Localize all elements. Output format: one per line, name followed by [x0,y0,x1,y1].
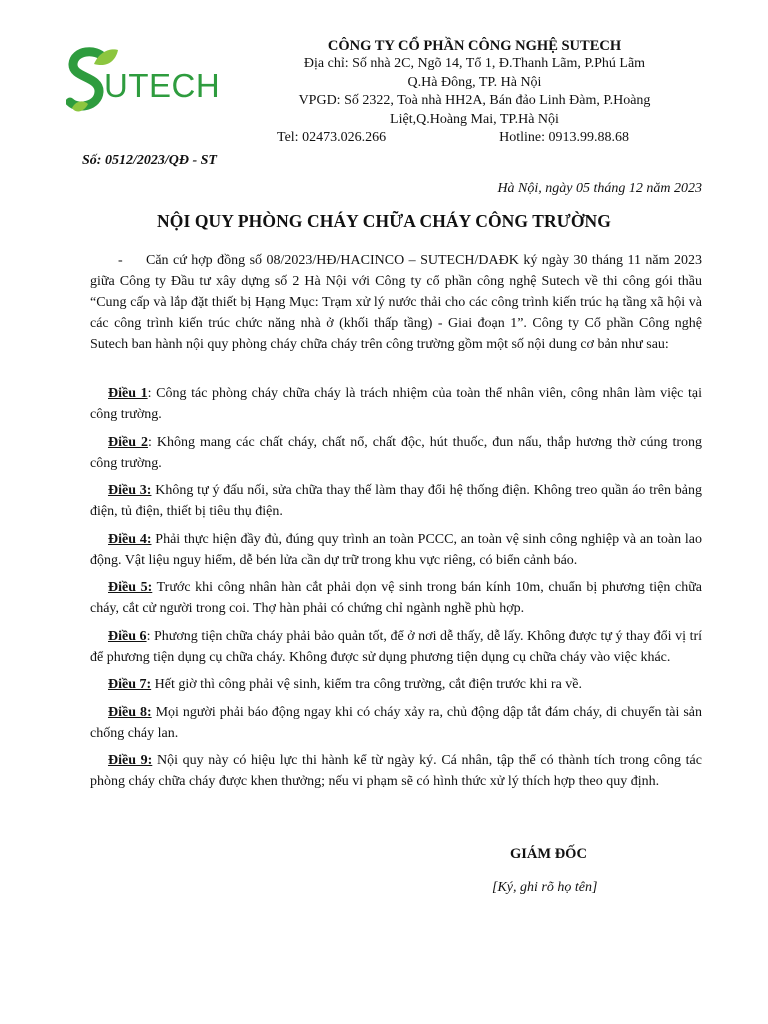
article-label: Điều 5: [108,580,153,595]
company-header [277,37,672,147]
intro-paragraph [90,250,702,355]
article-5 [90,577,702,619]
article-3 [90,480,702,522]
contact-row [277,129,629,147]
article-text: Phương tiện chữa cháy phải bảo quản tốt, để ở nơi dễ thấy, dễ lấy. Không được tự ý thay đổi vị trí để phương tiện dụng cụ chữa cháy. Không được sử dụng phương tiện dụng cụ chữa cháy vào việc khác. [90,628,703,665]
article-label: Điều 4: [108,531,152,547]
signature-title: GIÁM ĐỐC [510,846,587,862]
article-label: Điều 6 [108,628,147,644]
intro-dash: - [118,253,123,268]
article-sep: : [147,386,152,401]
logo-wordmark: UTECH [104,67,221,104]
article-label: Điều 1 [108,386,148,401]
article-1 [90,383,702,425]
article-text: Trước khi công nhân hàn cắt phải dọn vệ sinh trong bán kính 10m, chuẩn bị phương tiện chữa cháy, cắt cử người trong coi. Thợ hàn phải có chứng chỉ ngành nghề phù hợp. [90,580,702,616]
address-line-2: Q.Hà Đông, TP. Hà Nội [407,74,542,90]
article-sep: : [147,434,152,450]
document-date: Hà Nội, ngày 05 tháng 12 năm 2023 [497,181,702,196]
article-sep: : [146,628,151,644]
article-text: Phải thực hiện đầy đủ, đúng quy trình an toàn PCCC, an toàn vệ sinh công nghiệp và an toàn lao động. Vật liệu nguy hiểm, dễ bén lửa cần dự trữ trong khu vực riêng, có biển cảnh báo. [90,531,702,568]
article-text: Nội quy này có hiệu lực thi hành kể từ ngày ký. Cá nhân, tập thể có thành tích trong công tác phòng cháy chữa cháy được khen thưởng; nếu vi phạm sẽ có hình thức xử lý thích hợp theo quy định. [90,753,702,789]
article-2 [90,432,702,474]
article-label: Điều 3: [108,483,152,498]
article-text: Hết giờ thì công phải vệ sinh, kiểm tra công trường, cắt điện trước khi ra về. [151,677,582,692]
article-list [90,383,702,799]
document-title: NỘI QUY PHÒNG CHÁY CHỮA CHÁY CÔNG TRƯỜNG [157,211,611,231]
office-line-2: Liệt,Q.Hoàng Mai, TP.Hà Nội [390,111,559,127]
article-label: Điều 9: [108,753,153,768]
tel: Tel: 02473.026.266 [277,130,387,146]
article-4 [90,529,702,571]
article-text: Không tự ý đấu nối, sửa chữa thay thế làm thay đổi hệ thống điện. Không treo quần áo trên bảng điện, tủ điện, thiết bị tiêu thụ điện. [90,483,702,519]
document-number: Số: 0512/2023/QĐ - ST [82,153,217,168]
company-logo [66,46,226,120]
article-text: Mọi người phải báo động ngay khi có cháy xảy ra, chủ động dập tắt đám cháy, di chuyển tài sản chống cháy lan. [90,704,702,741]
address-line-1: Địa chỉ: Số nhà 2C, Ngõ 14, Tổ 1, Đ.Thanh Lãm, P.Phú Lãm [303,56,646,72]
intro-text: Căn cứ hợp đồng số 08/2023/HĐ/HACINCO – SUTECH/DAĐK ký ngày 30 tháng 11 năm 2023 giữa Công ty Đầu tư xây dựng số 2 Hà Nội với Công ty cổ phần công nghệ Sutech về thi công gói thầu “Cung cấp và lắp đặt thiết bị Hạng Mục: Trạm xử lý nước thải cho các công trình kiến trúc hạ tầng xã hội và các công trình kiến trúc chức năng nhà ở (khối thấp tầng) - Giai đoạn 1”. Công ty Cổ phần Công nghệ Sutech ban hành nội quy phòng cháy chữa cháy trên công trường gồm một số nội dung cơ bản như sau: [90,253,702,352]
signature-note: [Ký, ghi rõ họ tên] [492,880,598,895]
article-label: Điều 8: [108,704,152,720]
hotline: Hotline: 0913.99.88.68 [499,130,629,146]
article-6 [90,626,702,668]
article-8 [90,702,702,744]
office-line-1: VPGD: Số 2322, Toà nhà HH2A, Bán đảo Linh Đàm, P.Hoàng [298,93,651,109]
article-7 [90,674,702,695]
article-text: Công tác phòng cháy chữa cháy là trách nhiệm của toàn thể nhân viên, công nhân làm việc tại công trường. [90,386,702,422]
article-text: Không mang các chất cháy, chất nổ, chất độc, hút thuốc, đun nấu, thắp hương thờ cúng trong công trường. [90,434,702,471]
article-label: Điều 7: [108,677,152,692]
article-9 [90,750,702,792]
article-label: Điều 2 [108,434,148,450]
company-name: CÔNG TY CỔ PHẦN CÔNG NGHỆ SUTECH [327,38,622,54]
